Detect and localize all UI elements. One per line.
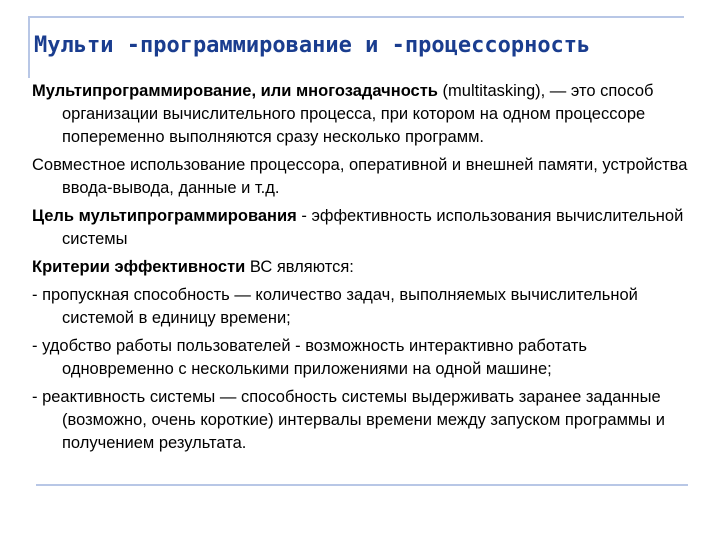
criterion-usability: - удобство работы пользователей - возможность интерактивно работать одновременно с несколькими приложениями на одной машине; [32, 337, 588, 378]
paragraph-goal [32, 205, 692, 251]
definition-text: (multitasking), — это способ организации вычислительного процесса, при котором на одном процессоре попеременно выполняются сразу несколько программ. [62, 82, 654, 146]
goal-text: - эффективность использования вычислительной системы [62, 207, 684, 248]
title-frame-left-line [28, 16, 30, 78]
paragraph-definition [32, 80, 692, 149]
slide-bottom-line [36, 484, 688, 486]
term-criteria: Критерии эффективности [32, 258, 246, 276]
title-frame-top-line [28, 16, 684, 18]
slide-body [32, 80, 692, 460]
term-goal: Цель мультипрограммирования [32, 207, 297, 225]
paragraph-criteria [32, 256, 692, 279]
criteria-text: ВС являются: [245, 258, 354, 276]
term-multiprogramming: Мультипрограммирование, или многозадачность [32, 82, 438, 100]
paragraph-shared-resources: Совместное использование процессора, оперативной и внешней памяти, устройства ввода-вывода, данные и т.д. [32, 156, 688, 197]
criterion-responsiveness: - реактивность системы — способность системы выдерживать заранее заданные (возможно, очень короткие) интервалы времени между запуском программы и получением результата. [32, 388, 665, 452]
criterion-throughput: - пропускная способность — количество задач, выполняемых вычислительной системой в единицу времени; [32, 286, 638, 327]
slide-title: Мульти -программирование и -процессорность [34, 33, 591, 58]
